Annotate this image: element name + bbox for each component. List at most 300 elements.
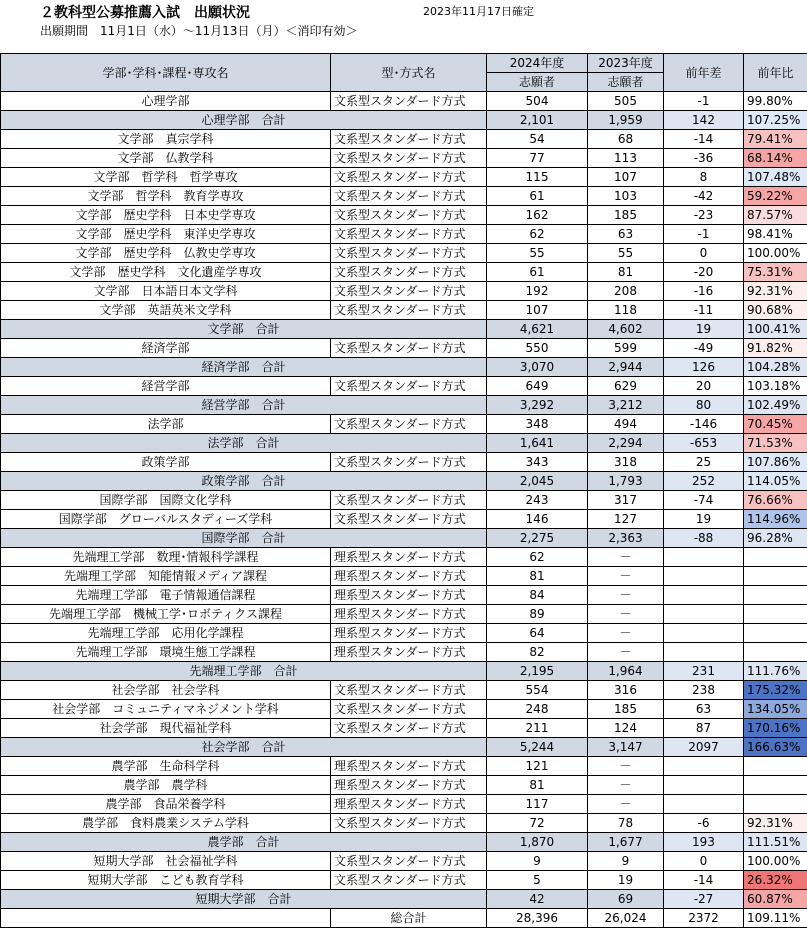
table-row	[1, 282, 807, 301]
dept-name-cell: 社会学部 現代福祉学科	[1, 719, 331, 738]
applicants-2024-cell: 117	[487, 795, 588, 814]
subtotal-row	[1, 396, 807, 415]
method-cell: 理系型スタンダード方式	[331, 624, 487, 643]
subtotal-label: 農学部 合計	[1, 833, 487, 852]
applicants-2024-cell: 61	[487, 187, 588, 206]
ratio-cell: 68.14%	[744, 149, 807, 168]
subtotal-label: 文学部 合計	[1, 320, 487, 339]
applicants-2023-cell: －	[588, 795, 664, 814]
subtotal-row	[1, 529, 807, 548]
page-title: ２教科型公募推薦入試 出願状況	[40, 2, 250, 22]
dept-name-cell: 社会学部 社会学科	[1, 681, 331, 700]
method-cell: 文系型スタンダード方式	[331, 92, 487, 111]
diff-cell: 8	[664, 168, 744, 187]
dept-name-cell: 社会学部 コミュニティマネジメント学科	[1, 700, 331, 719]
applicants-2023-cell: 317	[588, 491, 664, 510]
ratio-cell: 90.68%	[744, 301, 807, 320]
diff-cell: -653	[664, 434, 744, 453]
grand-total-row	[1, 909, 807, 928]
diff-cell: 80	[664, 396, 744, 415]
ratio-cell	[744, 548, 807, 567]
applicants-2023-cell: 68	[588, 130, 664, 149]
diff-cell: -88	[664, 529, 744, 548]
method-cell: 理系型スタンダード方式	[331, 605, 487, 624]
dept-name-cell: 法学部	[1, 415, 331, 434]
applicants-2023-cell: －	[588, 776, 664, 795]
diff-cell: 19	[664, 510, 744, 529]
applicants-2023-cell: 599	[588, 339, 664, 358]
applicants-2024-cell: 72	[487, 814, 588, 833]
applicants-2023-cell: －	[588, 567, 664, 586]
table-row	[1, 491, 807, 510]
diff-cell: 0	[664, 852, 744, 871]
ratio-cell	[744, 586, 807, 605]
table-row	[1, 263, 807, 282]
method-cell: 文系型スタンダード方式	[331, 149, 487, 168]
applicants-2023-cell: －	[588, 757, 664, 776]
table-row	[1, 719, 807, 738]
table-row	[1, 795, 807, 814]
application-period: 出願期間 11月1日（水）～11月13日（月）＜消印有効＞	[40, 22, 357, 39]
subtotal-label: 経営学部 合計	[1, 396, 487, 415]
table-row	[1, 301, 807, 320]
ratio-cell: 91.82%	[744, 339, 807, 358]
diff-cell: 0	[664, 244, 744, 263]
dept-name-cell: 先端理工学部 知能情報メディア課程	[1, 567, 331, 586]
dept-name-cell: 文学部 哲学科 哲学専攻	[1, 168, 331, 187]
col-subheader-applicants-2024: 志願者	[487, 73, 588, 92]
applicants-2023-cell: 1,964	[588, 662, 664, 681]
ratio-cell: 103.18%	[744, 377, 807, 396]
col-header-diff: 前年差	[664, 54, 744, 92]
diff-cell: -27	[664, 890, 744, 909]
dept-name-cell: 短期大学部 こども教育学科	[1, 871, 331, 890]
applicants-2023-cell: 1,959	[588, 111, 664, 130]
applicants-2023-cell: 2,363	[588, 529, 664, 548]
applicants-2024-cell: 2,101	[487, 111, 588, 130]
applicants-2023-cell: 2,294	[588, 434, 664, 453]
sheet-header	[0, 0, 807, 55]
dept-name-cell: 国際学部 国際文化学科	[1, 491, 331, 510]
table-row	[1, 700, 807, 719]
diff-cell: 142	[664, 111, 744, 130]
dept-name-cell: 文学部 歴史学科 文化遺産学専攻	[1, 263, 331, 282]
dept-name-cell: 文学部 英語英米文学科	[1, 301, 331, 320]
dept-name-cell: 政策学部	[1, 453, 331, 472]
ratio-cell: 98.41%	[744, 225, 807, 244]
applicants-2024-cell: 1,641	[487, 434, 588, 453]
table-row	[1, 643, 807, 662]
applicants-2024-cell: 81	[487, 567, 588, 586]
applicants-2023-cell: 26,024	[588, 909, 664, 928]
applicants-2023-cell: 208	[588, 282, 664, 301]
applicants-2024-cell: 2,045	[487, 472, 588, 491]
method-cell: 文系型スタンダード方式	[331, 377, 487, 396]
table-row	[1, 415, 807, 434]
applicants-2023-cell: －	[588, 605, 664, 624]
dept-name-cell: 農学部 食品栄養学科	[1, 795, 331, 814]
diff-cell: -74	[664, 491, 744, 510]
ratio-cell: 92.31%	[744, 282, 807, 301]
diff-cell: 20	[664, 377, 744, 396]
applicants-2024-cell: 248	[487, 700, 588, 719]
applicants-2024-cell: 55	[487, 244, 588, 263]
ratio-cell: 107.25%	[744, 111, 807, 130]
ratio-cell: 102.49%	[744, 396, 807, 415]
applicants-2023-cell: 107	[588, 168, 664, 187]
diff-cell: 252	[664, 472, 744, 491]
subtotal-label: 先端理工学部 合計	[1, 662, 487, 681]
applicants-2023-cell: －	[588, 624, 664, 643]
ratio-cell	[744, 776, 807, 795]
applicants-2023-cell: 55	[588, 244, 664, 263]
applicants-2024-cell: 62	[487, 225, 588, 244]
table-row	[1, 92, 807, 111]
subtotal-row	[1, 833, 807, 852]
applicants-2023-cell: 1,793	[588, 472, 664, 491]
dept-name-cell: 文学部 真宗学科	[1, 130, 331, 149]
diff-cell: -6	[664, 814, 744, 833]
method-cell: 文系型スタンダード方式	[331, 814, 487, 833]
applicants-2023-cell: 127	[588, 510, 664, 529]
table-row	[1, 624, 807, 643]
applicants-2024-cell: 146	[487, 510, 588, 529]
method-cell: 理系型スタンダード方式	[331, 757, 487, 776]
diff-cell: 63	[664, 700, 744, 719]
ratio-cell	[744, 757, 807, 776]
diff-cell: -146	[664, 415, 744, 434]
subtotal-row	[1, 738, 807, 757]
applicants-2024-cell: 28,396	[487, 909, 588, 928]
diff-cell: -14	[664, 130, 744, 149]
method-cell: 理系型スタンダード方式	[331, 776, 487, 795]
dept-name-cell: 先端理工学部 機械工学･ロボティクス課程	[1, 605, 331, 624]
method-cell: 文系型スタンダード方式	[331, 301, 487, 320]
method-cell: 文系型スタンダード方式	[331, 244, 487, 263]
ratio-cell	[744, 605, 807, 624]
col-header-method: 型･方式名	[331, 54, 487, 92]
table-row	[1, 586, 807, 605]
ratio-cell: 170.16%	[744, 719, 807, 738]
applicants-2024-cell: 42	[487, 890, 588, 909]
diff-cell: -11	[664, 301, 744, 320]
applicants-2024-cell: 81	[487, 776, 588, 795]
method-cell: 文系型スタンダード方式	[331, 206, 487, 225]
table-row	[1, 453, 807, 472]
applicants-2024-cell: 107	[487, 301, 588, 320]
table-row	[1, 757, 807, 776]
diff-cell: -14	[664, 871, 744, 890]
subtotal-label: 心理学部 合計	[1, 111, 487, 130]
dept-name-cell: 農学部 食料農業システム学科	[1, 814, 331, 833]
method-cell: 文系型スタンダード方式	[331, 510, 487, 529]
applicants-2024-cell: 2,195	[487, 662, 588, 681]
applicants-2024-cell: 64	[487, 624, 588, 643]
method-cell: 理系型スタンダード方式	[331, 548, 487, 567]
applicants-2023-cell: －	[588, 586, 664, 605]
ratio-cell: 100.41%	[744, 320, 807, 339]
table-row	[1, 206, 807, 225]
diff-cell	[664, 586, 744, 605]
applicants-2024-cell: 9	[487, 852, 588, 871]
ratio-cell: 100.00%	[744, 244, 807, 263]
table-row	[1, 605, 807, 624]
subtotal-label: 短期大学部 合計	[1, 890, 487, 909]
table-row	[1, 130, 807, 149]
applicants-2024-cell: 3,070	[487, 358, 588, 377]
subtotal-row	[1, 662, 807, 681]
diff-cell: 2097	[664, 738, 744, 757]
ratio-cell: 79.41%	[744, 130, 807, 149]
grand-total-label: 総合計	[331, 909, 487, 928]
subtotal-row	[1, 320, 807, 339]
dept-name-cell: 先端理工学部 電子情報通信課程	[1, 586, 331, 605]
method-cell: 文系型スタンダード方式	[331, 225, 487, 244]
applicants-table	[0, 53, 807, 928]
ratio-cell: 134.05%	[744, 700, 807, 719]
subtotal-row	[1, 434, 807, 453]
ratio-cell	[744, 567, 807, 586]
grand-total-blank	[1, 909, 331, 928]
dept-name-cell: 文学部 日本語日本文学科	[1, 282, 331, 301]
ratio-cell: 87.57%	[744, 206, 807, 225]
applicants-2024-cell: 2,275	[487, 529, 588, 548]
dept-name-cell: 文学部 歴史学科 仏教史学専攻	[1, 244, 331, 263]
diff-cell: -16	[664, 282, 744, 301]
table-header-row	[1, 54, 807, 73]
diff-cell	[664, 624, 744, 643]
dept-name-cell: 文学部 歴史学科 日本史学専攻	[1, 206, 331, 225]
diff-cell: 238	[664, 681, 744, 700]
confirmed-date: 2023年11月17日確定	[423, 3, 534, 19]
diff-cell: 19	[664, 320, 744, 339]
applicants-2024-cell: 5	[487, 871, 588, 890]
table-row	[1, 149, 807, 168]
applicants-2023-cell: 2,944	[588, 358, 664, 377]
dept-name-cell: 国際学部 グローバルスタディーズ学科	[1, 510, 331, 529]
ratio-cell: 166.63%	[744, 738, 807, 757]
ratio-cell: 70.45%	[744, 415, 807, 434]
col-header-2024: 2024年度	[487, 54, 588, 73]
col-header-ratio: 前年比	[744, 54, 807, 92]
table-row	[1, 871, 807, 890]
applicants-2024-cell: 550	[487, 339, 588, 358]
method-cell: 文系型スタンダード方式	[331, 187, 487, 206]
table-body	[1, 92, 807, 928]
table-row	[1, 567, 807, 586]
diff-cell: 231	[664, 662, 744, 681]
table-row	[1, 852, 807, 871]
method-cell: 文系型スタンダード方式	[331, 719, 487, 738]
table-row	[1, 814, 807, 833]
applicants-2023-cell: 185	[588, 206, 664, 225]
ratio-cell: 111.76%	[744, 662, 807, 681]
dept-name-cell: 経営学部	[1, 377, 331, 396]
applicants-2023-cell: 3,212	[588, 396, 664, 415]
applicants-2024-cell: 62	[487, 548, 588, 567]
applicants-2023-cell: 1,677	[588, 833, 664, 852]
ratio-cell: 107.48%	[744, 168, 807, 187]
ratio-cell: 59.22%	[744, 187, 807, 206]
applicants-2024-cell: 554	[487, 681, 588, 700]
applicants-2024-cell: 4,621	[487, 320, 588, 339]
ratio-cell: 26.32%	[744, 871, 807, 890]
applicants-2024-cell: 192	[487, 282, 588, 301]
applicants-2024-cell: 243	[487, 491, 588, 510]
table-row	[1, 548, 807, 567]
dept-name-cell: 先端理工学部 応用化学課程	[1, 624, 331, 643]
applicants-2024-cell: 121	[487, 757, 588, 776]
applicants-2023-cell: 9	[588, 852, 664, 871]
ratio-cell: 96.28%	[744, 529, 807, 548]
method-cell: 文系型スタンダード方式	[331, 871, 487, 890]
ratio-cell: 104.28%	[744, 358, 807, 377]
dept-name-cell: 文学部 哲学科 教育学専攻	[1, 187, 331, 206]
dept-name-cell: 文学部 歴史学科 東洋史学専攻	[1, 225, 331, 244]
method-cell: 理系型スタンダード方式	[331, 795, 487, 814]
subtotal-label: 経済学部 合計	[1, 358, 487, 377]
method-cell: 文系型スタンダード方式	[331, 168, 487, 187]
method-cell: 文系型スタンダード方式	[331, 491, 487, 510]
diff-cell: 87	[664, 719, 744, 738]
method-cell: 理系型スタンダード方式	[331, 567, 487, 586]
method-cell: 文系型スタンダード方式	[331, 681, 487, 700]
col-header-dept: 学部･学科･課程･専攻名	[1, 54, 331, 92]
applicants-2024-cell: 89	[487, 605, 588, 624]
applicants-2024-cell: 54	[487, 130, 588, 149]
dept-name-cell: 農学部 生命科学科	[1, 757, 331, 776]
method-cell: 文系型スタンダード方式	[331, 415, 487, 434]
ratio-cell: 111.51%	[744, 833, 807, 852]
applicants-2024-cell: 3,292	[487, 396, 588, 415]
ratio-cell: 71.53%	[744, 434, 807, 453]
ratio-cell: 175.32%	[744, 681, 807, 700]
applicants-2023-cell: 316	[588, 681, 664, 700]
ratio-cell: 76.66%	[744, 491, 807, 510]
diff-cell: -42	[664, 187, 744, 206]
method-cell: 文系型スタンダード方式	[331, 453, 487, 472]
method-cell: 理系型スタンダード方式	[331, 643, 487, 662]
diff-cell	[664, 643, 744, 662]
ratio-cell: 107.86%	[744, 453, 807, 472]
table-row	[1, 244, 807, 263]
ratio-cell: 114.96%	[744, 510, 807, 529]
applicants-2024-cell: 343	[487, 453, 588, 472]
ratio-cell	[744, 643, 807, 662]
diff-cell	[664, 548, 744, 567]
diff-cell: -1	[664, 92, 744, 111]
applicants-2023-cell: 494	[588, 415, 664, 434]
applicants-2023-cell: 3,147	[588, 738, 664, 757]
diff-cell	[664, 795, 744, 814]
ratio-cell	[744, 624, 807, 643]
diff-cell: 193	[664, 833, 744, 852]
applicants-2023-cell: 124	[588, 719, 664, 738]
applicants-2023-cell: 118	[588, 301, 664, 320]
applicants-2023-cell: 81	[588, 263, 664, 282]
ratio-cell: 60.87%	[744, 890, 807, 909]
diff-cell: 2372	[664, 909, 744, 928]
applicants-2024-cell: 162	[487, 206, 588, 225]
method-cell: 文系型スタンダード方式	[331, 700, 487, 719]
dept-name-cell: 心理学部	[1, 92, 331, 111]
applicants-2023-cell: 69	[588, 890, 664, 909]
subtotal-row	[1, 358, 807, 377]
applicants-2023-cell: 103	[588, 187, 664, 206]
table-row	[1, 225, 807, 244]
dept-name-cell: 農学部 農学科	[1, 776, 331, 795]
subtotal-label: 政策学部 合計	[1, 472, 487, 491]
method-cell: 文系型スタンダード方式	[331, 339, 487, 358]
table-row	[1, 510, 807, 529]
applicants-2023-cell: －	[588, 643, 664, 662]
method-cell: 文系型スタンダード方式	[331, 852, 487, 871]
applicants-2023-cell: 78	[588, 814, 664, 833]
table-row	[1, 377, 807, 396]
dept-name-cell: 短期大学部 社会福祉学科	[1, 852, 331, 871]
subtotal-row	[1, 472, 807, 491]
table-row	[1, 168, 807, 187]
dept-name-cell: 文学部 仏教学科	[1, 149, 331, 168]
diff-cell: -23	[664, 206, 744, 225]
subtotal-row	[1, 890, 807, 909]
method-cell: 理系型スタンダード方式	[331, 586, 487, 605]
applicants-2024-cell: 504	[487, 92, 588, 111]
diff-cell	[664, 757, 744, 776]
applicants-2024-cell: 649	[487, 377, 588, 396]
applicants-2024-cell: 115	[487, 168, 588, 187]
subtotal-label: 国際学部 合計	[1, 529, 487, 548]
method-cell: 文系型スタンダード方式	[331, 263, 487, 282]
method-cell: 文系型スタンダード方式	[331, 282, 487, 301]
diff-cell	[664, 605, 744, 624]
applicants-2024-cell: 1,870	[487, 833, 588, 852]
diff-cell: -49	[664, 339, 744, 358]
table-row	[1, 187, 807, 206]
col-header-2023: 2023年度	[588, 54, 664, 73]
ratio-cell: 92.31%	[744, 814, 807, 833]
applicants-2024-cell: 61	[487, 263, 588, 282]
applicants-2023-cell: 185	[588, 700, 664, 719]
applicants-2024-cell: 5,244	[487, 738, 588, 757]
applicants-2023-cell: 629	[588, 377, 664, 396]
applicants-2024-cell: 84	[487, 586, 588, 605]
ratio-cell: 99.80%	[744, 92, 807, 111]
applicants-2023-cell: 505	[588, 92, 664, 111]
applicants-2024-cell: 348	[487, 415, 588, 434]
dept-name-cell: 先端理工学部 数理･情報科学課程	[1, 548, 331, 567]
subtotal-label: 法学部 合計	[1, 434, 487, 453]
diff-cell	[664, 567, 744, 586]
ratio-cell	[744, 795, 807, 814]
ratio-cell: 109.11%	[744, 909, 807, 928]
subtotal-row	[1, 111, 807, 130]
method-cell: 文系型スタンダード方式	[331, 130, 487, 149]
applicants-2024-cell: 82	[487, 643, 588, 662]
table-row	[1, 776, 807, 795]
diff-cell	[664, 776, 744, 795]
dept-name-cell: 経済学部	[1, 339, 331, 358]
col-subheader-applicants-2023: 志願者	[588, 73, 664, 92]
applicants-2023-cell: 63	[588, 225, 664, 244]
diff-cell: -1	[664, 225, 744, 244]
table-row	[1, 681, 807, 700]
subtotal-label: 社会学部 合計	[1, 738, 487, 757]
applicants-2024-cell: 77	[487, 149, 588, 168]
applicants-2023-cell: 4,602	[588, 320, 664, 339]
table-row	[1, 339, 807, 358]
applicants-2023-cell: 318	[588, 453, 664, 472]
